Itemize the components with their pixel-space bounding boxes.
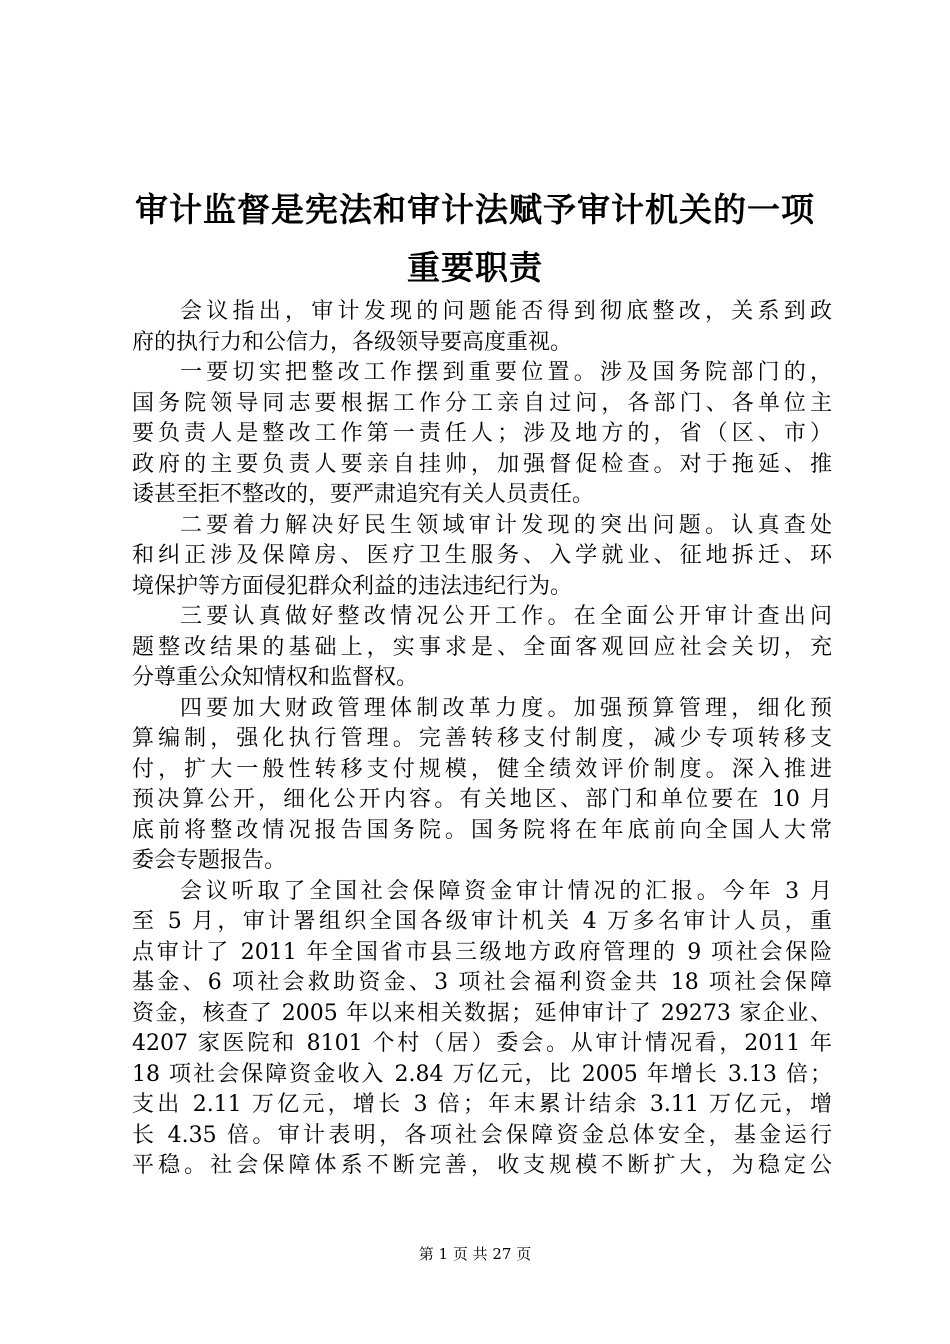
document-title-line-2: 重要职责 <box>407 248 543 287</box>
body-line: 资金，核查了 2005 年以来相关数据；延伸审计了 29273 家企业、 <box>132 1000 832 1026</box>
body-line: 境保护等方面侵犯群众利益的违法违纪行为。 <box>132 573 573 599</box>
body-line: 付，扩大一般性转移支付规模，健全绩效评价制度。深入推进 <box>132 756 832 782</box>
body-line: 委会专题报告。 <box>132 848 287 873</box>
body-line: 18 项社会保障资金收入 2.84 万亿元，比 2005 年增长 3.13 倍； <box>132 1061 832 1087</box>
body-line: 一要切实把整改工作摆到重要位置。涉及国务院部门的， <box>180 360 832 385</box>
body-line: 二要着力解决好民生领域审计发现的突出问题。认真查处 <box>180 512 832 538</box>
body-line: 政府的主要负责人要亲自挂帅，加强督促检查。对于拖延、推 <box>132 451 832 477</box>
body-line: 和纠正涉及保障房、医疗卫生服务、入学就业、征地拆迁、环 <box>132 543 832 568</box>
body-line: 会议指出，审计发现的问题能否得到彻底整改，关系到政 <box>180 299 832 324</box>
document-body <box>132 297 832 1182</box>
body-line: 基金、6 项社会救助资金、3 项社会福利资金共 18 项社会保障 <box>132 970 832 995</box>
body-line: 题整改结果的基础上，实事求是、全面客观回应社会关切，充 <box>132 634 832 660</box>
body-line: 府的执行力和公信力，各级领导要高度重视。 <box>132 329 573 355</box>
body-line: 长 4.35 倍。审计表明，各项社会保障资金总体安全，基金运行 <box>132 1122 832 1148</box>
body-line: 分尊重公众知情权和监督权。 <box>132 665 419 690</box>
body-line: 至 5 月，审计署组织全国各级审计机关 4 万多名审计人员，重 <box>132 909 832 934</box>
body-line: 4207 家医院和 8101 个村（居）委会。从审计情况看，2011 年 <box>132 1031 832 1056</box>
body-line: 会议听取了全国社会保障资金审计情况的汇报。今年 3 月 <box>180 878 832 904</box>
body-line: 算编制，强化执行管理。完善转移支付制度，减少专项转移支 <box>132 726 832 751</box>
body-line: 四要加大财政管理体制改革力度。加强预算管理，细化预 <box>180 695 832 721</box>
body-line: 诿甚至拒不整改的，要严肃追究有关人员责任。 <box>132 482 595 507</box>
page-number-footer: 第 1 页 共 27 页 <box>418 1245 532 1263</box>
document-title-line-1: 审计监督是宪法和审计法赋予审计机关的一项 <box>135 190 815 229</box>
body-line: 三要认真做好整改情况公开工作。在全面公开审计查出问 <box>180 604 832 629</box>
body-line: 底前将整改情况报告国务院。国务院将在年底前向全国人大常 <box>132 817 832 843</box>
body-line: 要负责人是整改工作第一责任人；涉及地方的，省（区、市） <box>132 421 832 446</box>
body-line: 点审计了 2011 年全国省市县三级地方政府管理的 9 项社会保险 <box>132 939 832 965</box>
body-line: 国务院领导同志要根据工作分工亲自过问，各部门、各单位主 <box>132 390 832 416</box>
body-line: 支出 2.11 万亿元，增长 3 倍；年末累计结余 3.11 万亿元，增 <box>132 1092 832 1117</box>
body-line: 平稳。社会保障体系不断完善，收支规模不断扩大，为稳定公 <box>132 1153 832 1178</box>
body-line: 预决算公开，细化公开内容。有关地区、部门和单位要在 10 月 <box>132 787 832 812</box>
